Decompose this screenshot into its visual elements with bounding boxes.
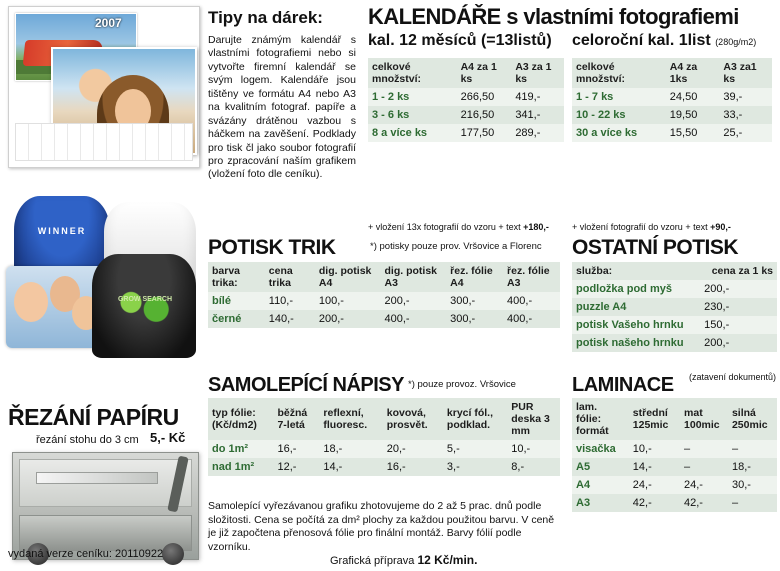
col-pur-board: PUR deska 3 mm bbox=[511, 401, 550, 438]
shirt-print-note: *) potisky pouze prov. Vršovice a Florenc bbox=[370, 241, 542, 252]
table-header-row bbox=[572, 58, 772, 88]
cutter-wheel-right bbox=[162, 543, 184, 565]
cell-qty: 1 - 7 ks bbox=[576, 91, 614, 104]
calendars-right-subtitle-text: celoroční kal. 1list bbox=[572, 32, 711, 49]
paper-cutting-subtitle: řezání stohu do 3 cm bbox=[36, 434, 139, 446]
cutter-lever bbox=[167, 456, 188, 513]
col-a3: A3 za 1 ks bbox=[515, 61, 552, 86]
gift-tips-body: Darujte známým kalendář s vlastními fotografiemi nebo si vytvořte firemní kalendář se svým logem. Kalendáře jsou tištěny ve formátu A4 nebo A3 na kvalitním fotograf. papíře a svázány drátěnou vazbou s háčkem na zavěšení. Podklady pro tisk čl jako soubor fotografií pro zpracování naším grafikem (vložení foto dle ceníku). bbox=[208, 34, 356, 181]
cell-price: 230,- bbox=[704, 301, 730, 314]
cell-format: visačka bbox=[576, 443, 616, 456]
col-cover: krycí fól., podklad. bbox=[446, 407, 494, 432]
cell-a4: 15,50 bbox=[669, 127, 698, 140]
table-row bbox=[572, 334, 777, 352]
cell-format: A4 bbox=[576, 479, 591, 492]
cell-reflective: 18,- bbox=[323, 443, 343, 456]
col-standard: běžná 7-letá bbox=[277, 407, 308, 432]
cell-color: černé bbox=[212, 313, 242, 326]
col-foil-a3: řez. fólie A3 bbox=[507, 265, 550, 290]
cell-service: potisk Vašeho hrnku bbox=[576, 319, 684, 332]
col-medium: střední 125mic bbox=[632, 407, 669, 432]
col-unit-price: cena za 1 ks bbox=[711, 265, 773, 277]
table-row bbox=[572, 494, 777, 512]
calendars-right-footnote bbox=[572, 222, 777, 232]
cell-type: do 1m² bbox=[212, 443, 249, 456]
cell-metallic: 16,- bbox=[386, 461, 406, 474]
cell-service: podložka pod myš bbox=[576, 283, 672, 296]
cell-thick: – bbox=[731, 497, 739, 510]
cell-a3: 419,- bbox=[515, 91, 541, 104]
other-print-table bbox=[572, 262, 777, 352]
col-format: lam. fólie: formát bbox=[576, 401, 609, 438]
table-row bbox=[572, 124, 772, 142]
col-reflective: reflexní, fluoresc. bbox=[323, 407, 368, 432]
col-a4: A4 za 1 ks bbox=[460, 61, 497, 86]
col-a4: A4 za 1ks bbox=[669, 61, 698, 86]
cell-a4: 24,50 bbox=[669, 91, 698, 104]
cell-qty: 30 a více ks bbox=[576, 127, 638, 140]
cell-foil-a3: 400,- bbox=[507, 313, 533, 326]
graphics-preparation-label: Grafická příprava bbox=[330, 555, 415, 567]
cell-foil-a4: 300,- bbox=[450, 295, 476, 308]
calendar-year-label: 2007 bbox=[95, 16, 122, 30]
cell-a3: 341,- bbox=[515, 109, 541, 122]
table-row bbox=[208, 292, 560, 310]
table-row bbox=[368, 124, 564, 142]
cell-price: 140,- bbox=[268, 313, 294, 326]
cell-qty: 1 - 2 ks bbox=[372, 91, 410, 104]
cell-a3: 39,- bbox=[723, 91, 743, 104]
col-shirt-price: cena trika bbox=[268, 265, 293, 290]
table-row bbox=[572, 298, 777, 316]
lamination-note: (zatavení dokumentů) bbox=[688, 372, 776, 382]
cell-a3: 25,- bbox=[723, 127, 743, 140]
calendars-left-subtitle: kal. 12 měsíců (=13listů) bbox=[368, 32, 552, 49]
stickers-note: *) pouze provoz. Vršovice bbox=[408, 379, 516, 390]
gift-tips-title: Tipy na dárek: bbox=[208, 8, 323, 27]
cell-price: 200,- bbox=[704, 283, 730, 296]
blue-tshirt-print-text: WINNER bbox=[37, 226, 87, 236]
paper-cutting-price: 5,- Kč bbox=[150, 430, 186, 445]
cell-digital-a3: 400,- bbox=[384, 313, 410, 326]
cell-matte: – bbox=[684, 461, 691, 474]
paper-cutter-image bbox=[12, 452, 199, 560]
table-header-row bbox=[572, 398, 777, 440]
shirt-print-table bbox=[208, 262, 560, 328]
cell-qty: 10 - 22 ks bbox=[576, 109, 626, 122]
cell-price: 150,- bbox=[704, 319, 730, 332]
shirt-print-title: POTISK TRIK bbox=[208, 236, 336, 259]
cutter-blade bbox=[36, 472, 158, 484]
table-row bbox=[572, 476, 777, 494]
cell-service: potisk našeho hrnku bbox=[576, 337, 684, 350]
table-header-row bbox=[208, 398, 560, 440]
cell-medium: 42,- bbox=[632, 497, 652, 510]
col-a3: A3 za1 ks bbox=[723, 61, 757, 86]
table-row bbox=[572, 88, 772, 106]
col-thick: silná 250mic bbox=[731, 407, 768, 432]
cell-a4: 177,50 bbox=[460, 127, 495, 140]
col-metallic: kovová, prosvět. bbox=[386, 407, 428, 432]
cell-digital-a4: 100,- bbox=[318, 295, 344, 308]
cell-cover: 3,- bbox=[446, 461, 460, 474]
cell-matte: 42,- bbox=[684, 497, 703, 510]
col-digital-a3: dig. potisk A3 bbox=[384, 265, 438, 290]
calendars-left-footnote bbox=[368, 222, 568, 232]
stickers-title: SAMOLEPÍCÍ NÁPISY bbox=[208, 374, 404, 396]
stickers-table bbox=[208, 398, 560, 476]
cell-thick: 18,- bbox=[731, 461, 751, 474]
cell-matte: – bbox=[684, 443, 691, 456]
calendars-right-footnote-price: +90,- bbox=[710, 222, 731, 232]
cell-price: 110,- bbox=[268, 295, 294, 308]
lamination-title: LAMINACE bbox=[572, 374, 674, 396]
cell-a4: 19,50 bbox=[669, 109, 698, 122]
stickers-paragraph: Samolepící vyřezávanou grafiku zhotovujeme do 2 až 5 prac. dnů podle složitosti. Cena se počítá za dm² plochy za každou použitou barvu. V ceně je již započtena přenosová fólie pro finální montáž. Barvy fólií podle vzorníku. bbox=[208, 500, 555, 553]
cell-type: nad 1m² bbox=[212, 461, 255, 474]
calendars-right-subtitle bbox=[572, 32, 756, 50]
cell-thick: 30,- bbox=[731, 479, 751, 492]
cell-service: puzzle A4 bbox=[576, 301, 627, 314]
table-row bbox=[572, 458, 777, 476]
lamination-table bbox=[572, 398, 777, 512]
col-foil-type: typ fólie: (Kč/dm2) bbox=[212, 407, 257, 432]
cell-a3: 33,- bbox=[723, 109, 743, 122]
table-row bbox=[572, 440, 777, 458]
cell-a4: 216,50 bbox=[460, 109, 495, 122]
table-header-row bbox=[368, 58, 564, 88]
table-row bbox=[208, 458, 560, 476]
cell-standard: 16,- bbox=[277, 443, 297, 456]
col-qty: celkové množství: bbox=[576, 61, 626, 86]
table-row bbox=[572, 106, 772, 124]
calendars-right-footnote-text: + vložení fotografií do vzoru + text bbox=[572, 222, 708, 232]
cell-foil-a3: 400,- bbox=[507, 295, 533, 308]
paper-cutting-title: ŘEZÁNÍ PAPÍRU bbox=[8, 404, 179, 430]
cell-pur: 8,- bbox=[511, 461, 525, 474]
col-digital-a4: dig. potisk A4 bbox=[318, 265, 372, 290]
calendars-left-footnote-price: +180,- bbox=[523, 222, 549, 232]
cell-format: A3 bbox=[576, 497, 591, 510]
cell-a3: 289,- bbox=[515, 127, 541, 140]
col-matte: mat 100mic bbox=[684, 407, 720, 432]
cell-price: 200,- bbox=[704, 337, 730, 350]
cell-metallic: 20,- bbox=[386, 443, 406, 456]
calendars-right-table bbox=[572, 58, 772, 142]
tshirt-samples-image bbox=[0, 196, 205, 371]
cell-medium: 24,- bbox=[632, 479, 652, 492]
price-list-version: vydaná verze ceníku: 20110922 bbox=[8, 548, 164, 560]
table-header-row bbox=[572, 262, 777, 280]
photo-figure-1 bbox=[14, 282, 48, 322]
cell-digital-a4: 200,- bbox=[318, 313, 344, 326]
table-row bbox=[368, 88, 564, 106]
calendar-sample-image bbox=[8, 6, 200, 168]
calendars-title: KALENDÁŘE s vlastními fotografiemi bbox=[368, 4, 739, 29]
cell-foil-a4: 300,- bbox=[450, 313, 476, 326]
table-row bbox=[572, 280, 777, 298]
col-qty: celkové množství: bbox=[372, 61, 422, 86]
table-header-row bbox=[208, 262, 560, 292]
calendars-left-footnote-text: + vložení 13x fotografií do vzoru + text bbox=[368, 222, 521, 232]
col-service: služba: bbox=[576, 265, 613, 277]
table-row bbox=[368, 106, 564, 124]
calendars-right-subtitle-note: (280g/m2) bbox=[715, 37, 757, 47]
cell-medium: 10,- bbox=[632, 443, 652, 456]
table-row bbox=[208, 310, 560, 328]
cell-medium: 14,- bbox=[632, 461, 652, 474]
col-foil-a4: řez. fólie A4 bbox=[450, 265, 493, 290]
cell-matte: 24,- bbox=[684, 479, 703, 492]
table-row bbox=[208, 440, 560, 458]
cell-reflective: 14,- bbox=[323, 461, 343, 474]
cell-cover: 5,- bbox=[446, 443, 460, 456]
graphics-preparation-note bbox=[330, 553, 477, 567]
cell-standard: 12,- bbox=[277, 461, 297, 474]
other-print-title: OSTATNÍ POTISK bbox=[572, 236, 739, 259]
col-shirt-color: barva trika: bbox=[212, 265, 241, 290]
black-tshirt-print-text: GROW SEARCH bbox=[110, 284, 180, 330]
cutter-top bbox=[19, 459, 192, 507]
cell-thick: – bbox=[731, 443, 739, 456]
photo-print-sample bbox=[6, 266, 104, 348]
cell-a4: 266,50 bbox=[460, 91, 495, 104]
cell-format: A5 bbox=[576, 461, 591, 474]
cell-digital-a3: 200,- bbox=[384, 295, 410, 308]
graphics-preparation-price: 12 Kč/min. bbox=[417, 553, 478, 567]
calendar-month-grid bbox=[15, 123, 193, 161]
cell-qty: 3 - 6 ks bbox=[372, 109, 410, 122]
calendars-left-table bbox=[368, 58, 564, 142]
cell-color: bílé bbox=[212, 295, 231, 308]
cell-qty: 8 a více ks bbox=[372, 127, 428, 140]
table-row bbox=[572, 316, 777, 334]
cell-pur: 10,- bbox=[511, 443, 531, 456]
gift-tips-block bbox=[208, 8, 356, 182]
black-tshirt bbox=[92, 254, 196, 358]
